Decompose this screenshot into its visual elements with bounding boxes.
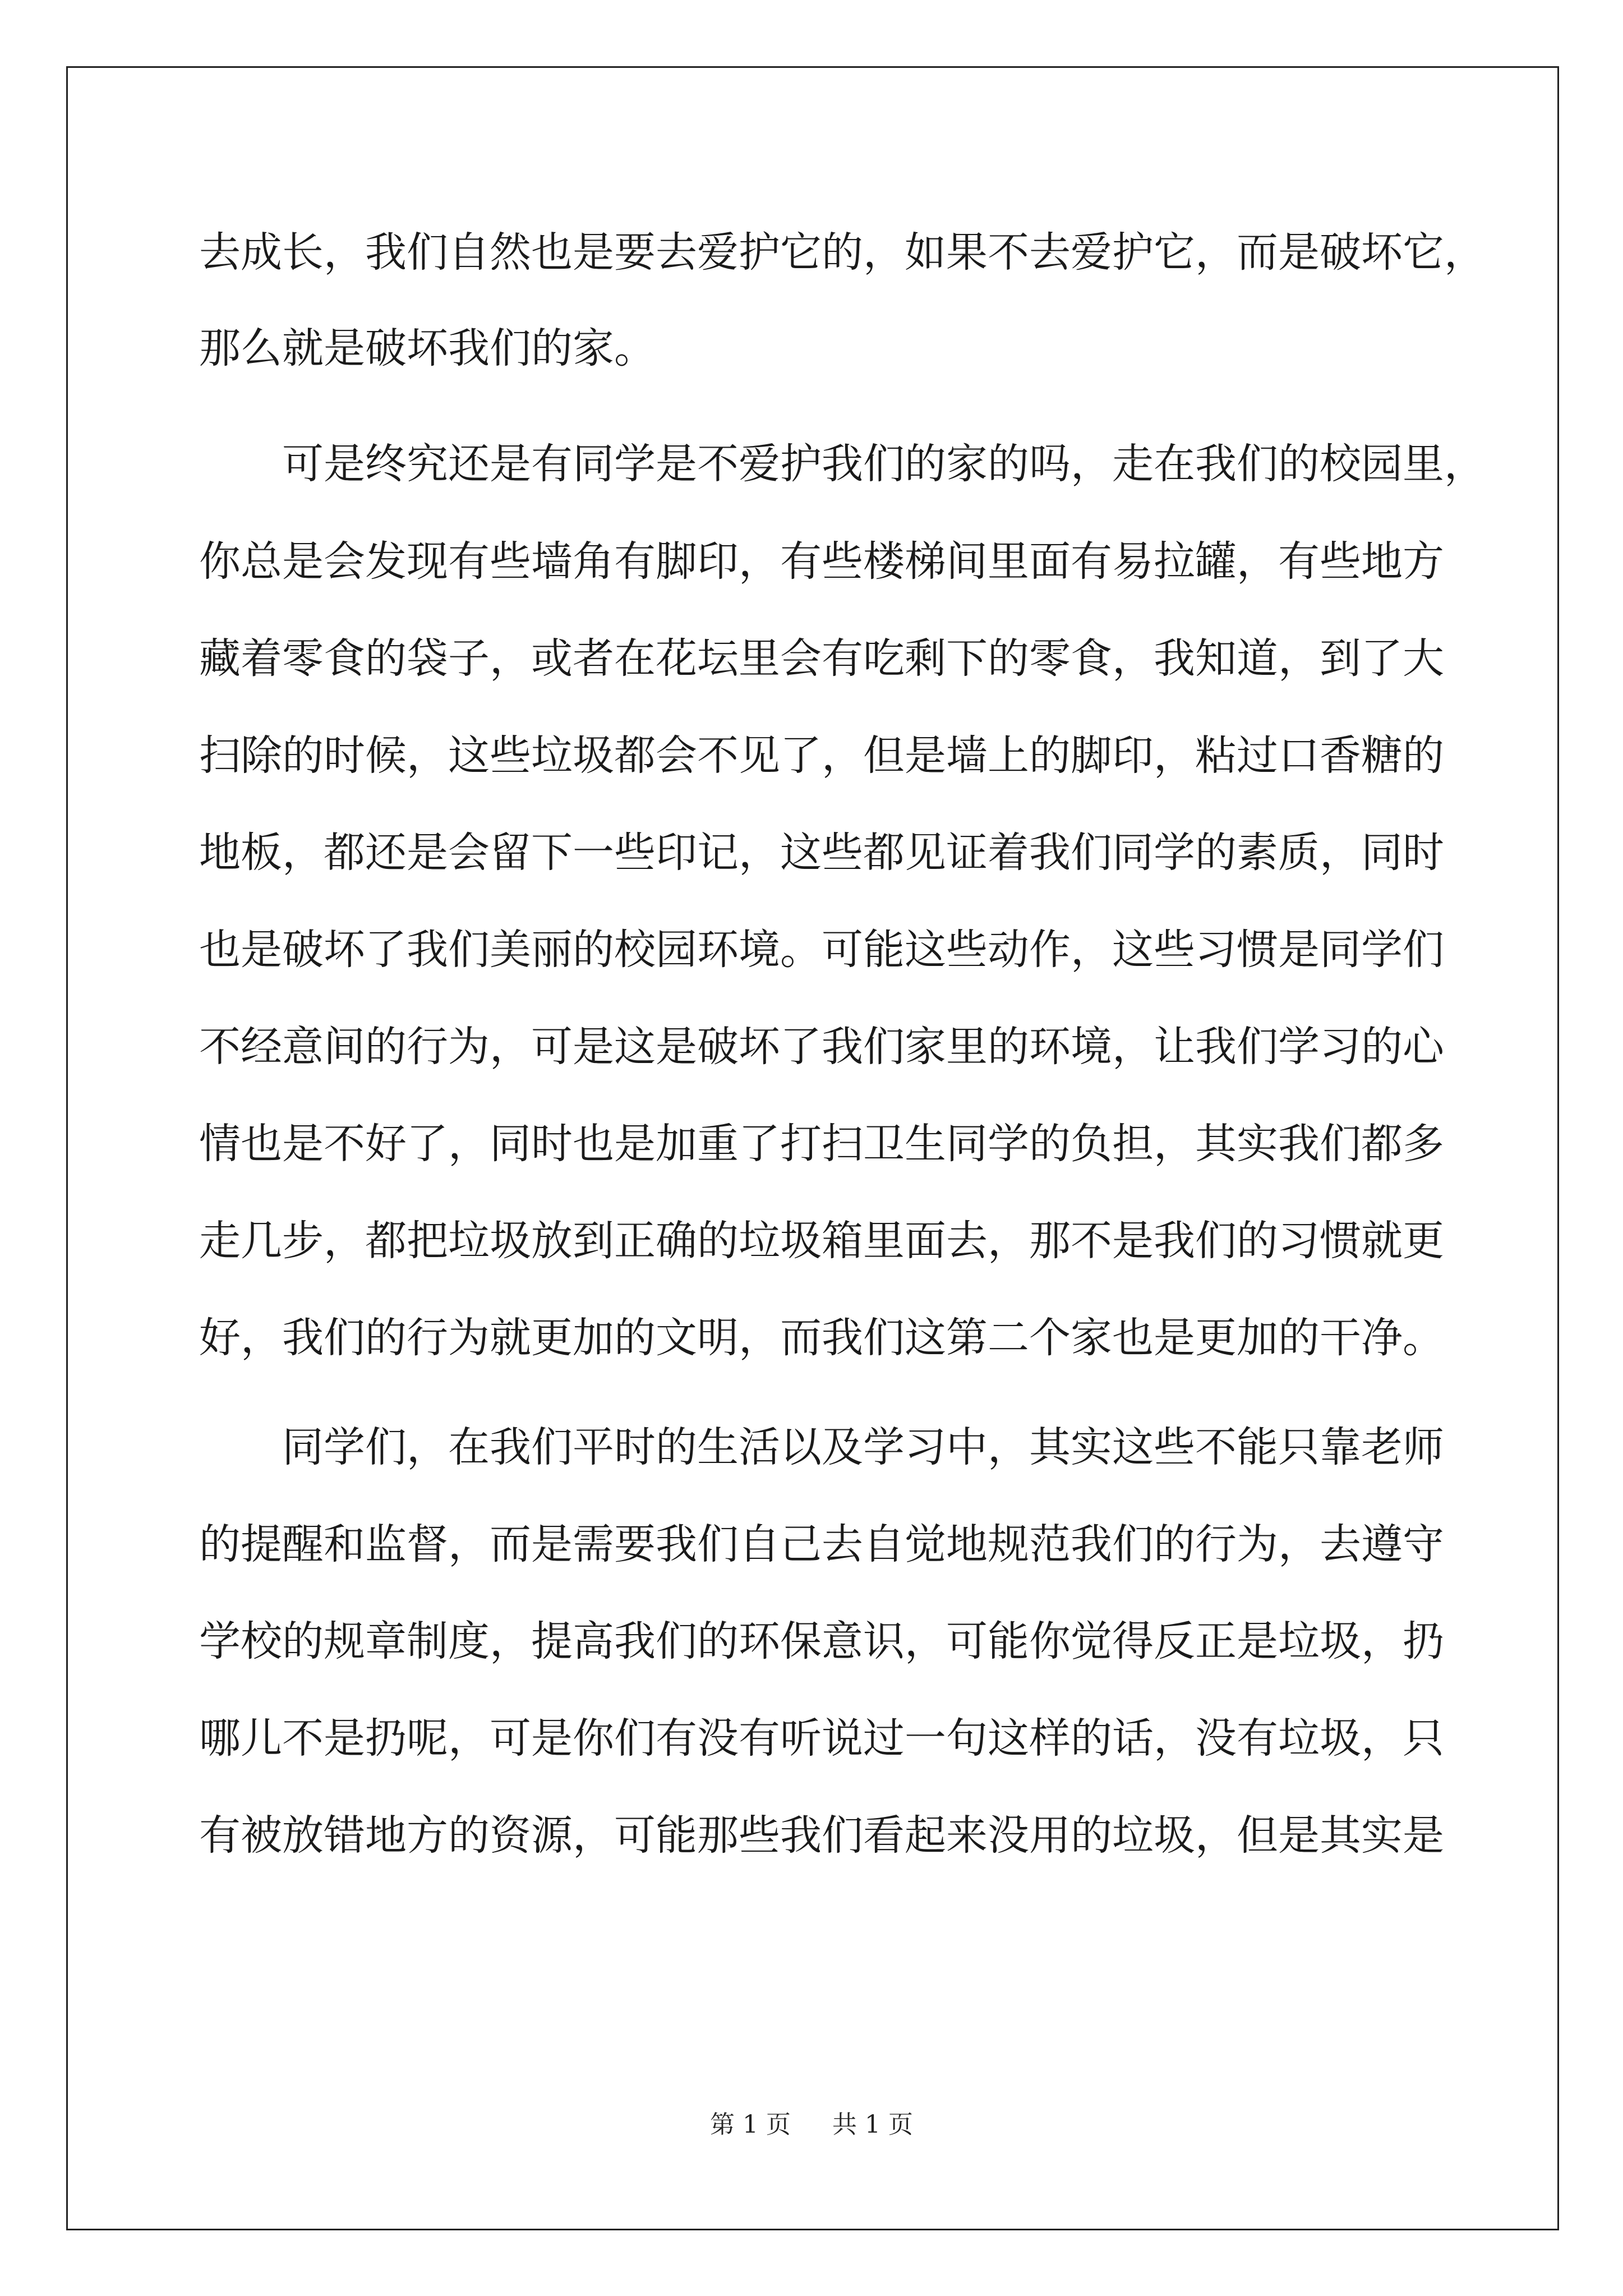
text-line: 的提醒和监督，而是需要我们自己去自觉地规范我们的行为，去遵守	[199, 1520, 1444, 1568]
text-line: 你总是会发现有些墙角有脚印，有些楼梯间里面有易拉罐，有些地方	[199, 537, 1444, 586]
text-line: 去成长，我们自然也是要去爱护它的，如果不去爱护它，而是破坏它，	[199, 228, 1486, 277]
text-line: 有被放错地方的资源，可能那些我们看起来没用的垃圾，但是其实是	[199, 1811, 1444, 1860]
text-line: 可是终究还是有同学是不爱护我们的家的吗，走在我们的校园里，	[282, 440, 1486, 488]
page-number: 第 1 页	[710, 2110, 791, 2139]
text-line: 那么就是破坏我们的家。	[199, 324, 656, 372]
text-line: 好，我们的行为就更加的文明，而我们这第二个家也是更加的干净。	[199, 1314, 1444, 1362]
text-line: 走几步，都把垃圾放到正确的垃圾箱里面去，那不是我们的习惯就更	[199, 1217, 1444, 1265]
text-line: 藏着零食的袋子，或者在花坛里会有吃剩下的零食，我知道，到了大	[199, 634, 1444, 683]
page-footer	[0, 2108, 1623, 2142]
text-line: 哪儿不是扔呢，可是你们有没有听说过一句这样的话，没有垃圾，只	[199, 1714, 1444, 1763]
page-total: 共 1 页	[832, 2110, 913, 2139]
text-line: 学校的规章制度，提高我们的环保意识，可能你觉得反正是垃圾，扔	[199, 1617, 1444, 1665]
text-line: 也是破坏了我们美丽的校园环境。可能这些动作，这些习惯是同学们	[199, 926, 1444, 974]
text-line: 同学们，在我们平时的生活以及学习中，其实这些不能只靠老师	[282, 1423, 1444, 1471]
text-line: 情也是不好了，同时也是加重了打扫卫生同学的负担，其实我们都多	[199, 1120, 1444, 1168]
text-line: 地板，都还是会留下一些印记，这些都见证着我们同学的素质，同时	[199, 829, 1444, 877]
text-line: 扫除的时候，这些垃圾都会不见了，但是墙上的脚印，粘过口香糖的	[199, 731, 1444, 780]
text-line: 不经意间的行为，可是这是破坏了我们家里的环境，让我们学习的心	[199, 1023, 1444, 1071]
